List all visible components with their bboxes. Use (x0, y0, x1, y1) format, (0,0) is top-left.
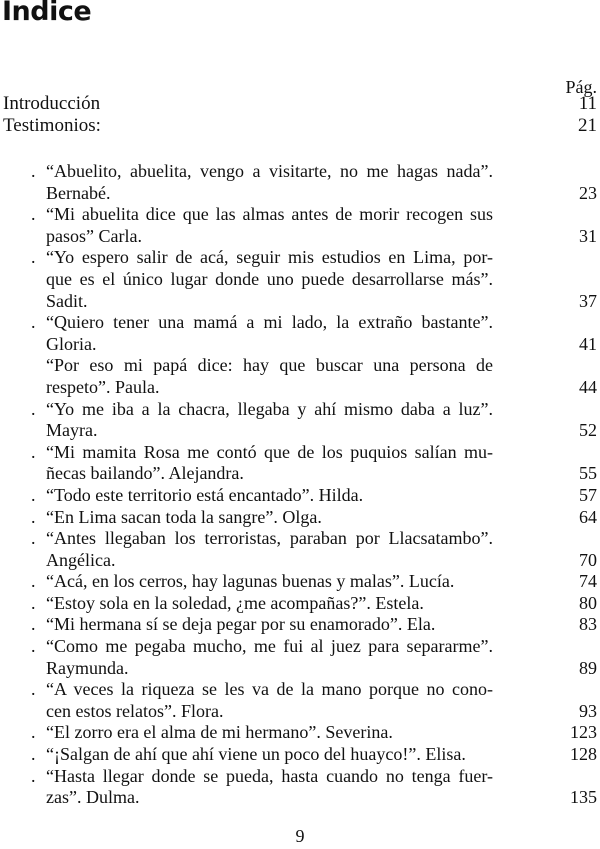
toc-entry-introduccion[interactable] (3, 93, 597, 115)
toc-entry-page: 31 (579, 225, 597, 246)
toc-entry-text-line: “Yo me iba a la chacra, llegaba y ahí mismo daba a luz”. (46, 398, 493, 419)
toc-entry-text-line: Raymunda. (46, 657, 129, 678)
testimonies-list (0, 161, 600, 809)
bullet-marker: . (31, 744, 36, 765)
bullet-marker: . (31, 722, 36, 743)
toc-entry[interactable] (0, 679, 600, 722)
toc-entry-page: 74 (579, 571, 597, 592)
toc-entry[interactable] (0, 722, 600, 744)
bullet-marker: . (31, 506, 36, 527)
toc-entry-text-line: “Como me pegaba mucho, me fui al juez para separarme”. (46, 636, 493, 657)
toc-entry-text-line: Sadit. (46, 290, 88, 311)
bullet-marker: . (31, 528, 36, 549)
toc-entry-page: 64 (579, 506, 597, 527)
bullet-marker: . (31, 592, 36, 613)
toc-entry[interactable] (0, 312, 600, 355)
toc-entry[interactable] (0, 593, 600, 615)
toc-entry-text-line: ñecas bailando”. Alejandra. (46, 463, 244, 484)
toc-entry-label: Introducción (3, 93, 101, 114)
toc-entry[interactable] (0, 744, 600, 766)
toc-entry-text-line: “Quiero tener una mamá a mi lado, la extraño bastante”. (46, 312, 493, 333)
bullet-marker: . (31, 636, 36, 657)
toc-entry-page: 89 (579, 657, 597, 678)
bullet-marker: . (31, 765, 36, 786)
bullet-marker: . (31, 204, 36, 225)
toc-entry-page: 57 (579, 484, 597, 505)
toc-entry-page: 23 (579, 182, 597, 203)
bullet-marker: . (31, 484, 36, 505)
toc-entry[interactable] (0, 355, 600, 398)
toc-entry-text-line: “Por eso mi papá dice: hay que buscar una persona de (46, 355, 493, 376)
bullet-marker: . (31, 161, 36, 181)
toc-entry[interactable] (0, 507, 600, 529)
toc-entry-page: 11 (578, 93, 597, 114)
toc-entry[interactable] (0, 161, 600, 204)
toc-entry-text-line: “El zorro era el alma de mi hermano”. Severina. (46, 722, 393, 743)
toc-entry-text-line: “Antes llegaban los terroristas, paraban por Llacsatambo”. (46, 528, 493, 549)
toc-entry-text-line: zas”. Dulma. (46, 787, 140, 808)
toc-entry[interactable] (0, 636, 600, 679)
toc-entry-text-line: pasos” Carla. (46, 225, 142, 246)
toc-entry-text-line: “Hasta llegar donde se pueda, hasta cuando no tenga fuer- (46, 765, 493, 786)
toc-entry-page: 135 (570, 787, 597, 808)
toc-entry-testimonios[interactable] (3, 115, 597, 137)
toc-entry-text-line: Angélica. (46, 549, 116, 570)
toc-entry-page: 123 (570, 722, 597, 743)
toc-entry[interactable] (0, 204, 600, 247)
page-title: Indice (2, 0, 92, 27)
bullet-marker: . (31, 571, 36, 592)
toc-entry-page: 52 (579, 420, 597, 441)
toc-entry-text-line: “Estoy sola en la soledad, ¿me acompañas?”. Estela. (46, 592, 424, 613)
toc-entry-text-line: “Todo este territorio está encantado”. Hilda. (46, 484, 364, 505)
toc-entry-page: 55 (579, 463, 597, 484)
toc-entry[interactable] (0, 571, 600, 593)
toc-entry-page: 80 (579, 592, 597, 613)
toc-entry-page: 44 (579, 376, 597, 397)
bullet-marker: . (31, 312, 36, 333)
toc-entry-text-line: “Acá, en los cerros, hay lagunas buenas y malas”. Lucía. (46, 571, 455, 592)
page-number: 9 (295, 826, 305, 846)
toc-entry-page: 128 (570, 744, 597, 765)
page-column-header: Pág. (565, 77, 597, 97)
bullet-marker: . (31, 398, 36, 419)
toc-entry[interactable] (0, 442, 600, 485)
toc-entry-text-line: Gloria. (46, 333, 97, 354)
toc-entry-text-line: “Abuelito, abuelita, vengo a visitarte, no me hagas nada”. (46, 161, 493, 181)
toc-entry-text-line: Mayra. (46, 420, 98, 441)
toc-entry-text-line: “¡Salgan de ahí que ahí viene un poco del huayco!”. Elisa. (46, 744, 466, 765)
bullet-marker: . (31, 614, 36, 635)
toc-entry-page: 70 (579, 549, 597, 570)
toc-entry-page: 21 (578, 115, 597, 136)
toc-entry-text-line: “Mi mamita Rosa me contó que de los puquios salían mu- (46, 441, 493, 462)
toc-entry-text-line: “Mi abuelita dice que las almas antes de morir recogen sus (46, 204, 493, 225)
toc-entry[interactable] (0, 766, 600, 809)
toc-entry[interactable] (0, 399, 600, 442)
toc-entry-text-line: respeto”. Paula. (46, 376, 160, 397)
toc-entry-page: 41 (579, 333, 597, 354)
toc-entry[interactable] (0, 528, 600, 571)
toc-entry-text-line: cen estos relatos”. Flora. (46, 700, 224, 721)
bullet-marker: . (31, 441, 36, 462)
toc-entry-text-line: “Mi hermana sí se deja pegar por su enamorado”. Ela. (46, 614, 436, 635)
bullet-marker: . (31, 247, 36, 268)
toc-entry-page: 37 (579, 290, 597, 311)
toc-entry[interactable] (0, 247, 600, 312)
toc-entry-page: 93 (579, 700, 597, 721)
bullet-marker: . (31, 679, 36, 700)
toc-entry-label: Testimonios: (3, 115, 101, 136)
toc-entry-text-line: que es el único lugar donde uno puede desarrollarse más”. (46, 268, 493, 289)
toc-entry-text-line: “Yo espero salir de acá, seguir mis estudios en Lima, por- (46, 247, 493, 268)
toc-entry[interactable] (0, 614, 600, 636)
toc-entry-page: 83 (579, 614, 597, 635)
toc-entry-text-line: “A veces la riqueza se les va de la mano porque no cono- (46, 679, 493, 700)
toc-entry-text-line: “En Lima sacan toda la sangre”. Olga. (46, 506, 322, 527)
toc-entry-text-line: Bernabé. (46, 182, 111, 203)
toc-entry[interactable] (0, 485, 600, 507)
